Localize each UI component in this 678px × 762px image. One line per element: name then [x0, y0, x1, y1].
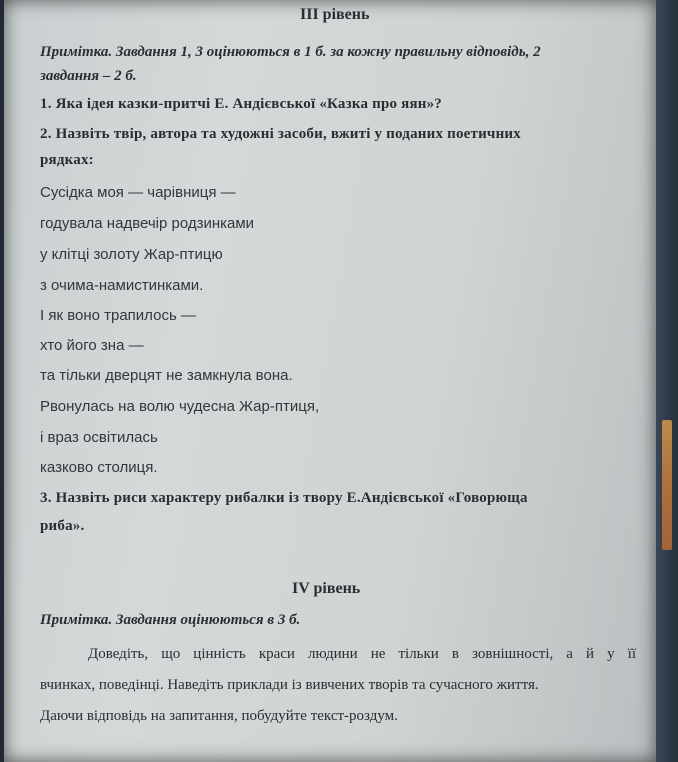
poem-line: та тільки дверцят не замкнула вона. — [40, 367, 293, 384]
level-3-note-line-2: завдання – 2 б. — [40, 68, 137, 84]
task-1: 1. Яка ідея казки-притчі Е. Андієвської «Казка про яян»? — [40, 96, 443, 112]
document-page — [4, 0, 656, 762]
poem-line: казково столиця. — [40, 459, 158, 476]
task-3-line-2: риба». — [40, 518, 85, 534]
poem-line: Рвонулась на волю чудесна Жар-птиця, — [40, 398, 320, 415]
level-4-task-line-3: Даючи відповідь на запитання, побудуйте текст-роздум. — [40, 708, 398, 724]
poem-line: у клітці золоту Жар-птицю — [40, 246, 223, 263]
background-edge — [656, 0, 678, 762]
task-3-line-1: 3. Назвіть риси характеру рибалки із твору Е.Андієвської «Говорюща — [40, 490, 528, 506]
level-4-task-line-2: вчинках, поведінці. Наведіть приклади із вивчених творів та сучасного життя. — [40, 677, 539, 693]
poem-line: І як воно трапилось — — [40, 307, 196, 324]
poem-line: Сусідка моя — чарівниця — — [40, 184, 236, 201]
level-3-heading: III рівень — [300, 6, 370, 23]
poem-line: хто його зна — — [40, 337, 144, 354]
level-3-note-line-1: Примітка. Завдання 1, 3 оцінюються в 1 б. за кожну правильну відповідь, 2 — [40, 44, 541, 60]
poem-line: і враз освітилась — [40, 429, 158, 446]
background-object — [662, 420, 672, 550]
poem-line: годувала надвечір родзинками — [40, 215, 255, 232]
task-2-line-2: рядках: — [40, 152, 94, 168]
level-4-task-line-1: Доведіть, що цінність краси людини не тільки в зовнішності, а й у її — [88, 646, 636, 662]
poem-line: з очима-намистинками. — [40, 277, 204, 294]
level-4-heading: IV рівень — [292, 580, 361, 597]
task-2-line-1: 2. Назвіть твір, автора та художні засоби, вжиті у поданих поетичних — [40, 126, 521, 142]
level-4-note: Примітка. Завдання оцінюються в 3 б. — [40, 612, 301, 628]
